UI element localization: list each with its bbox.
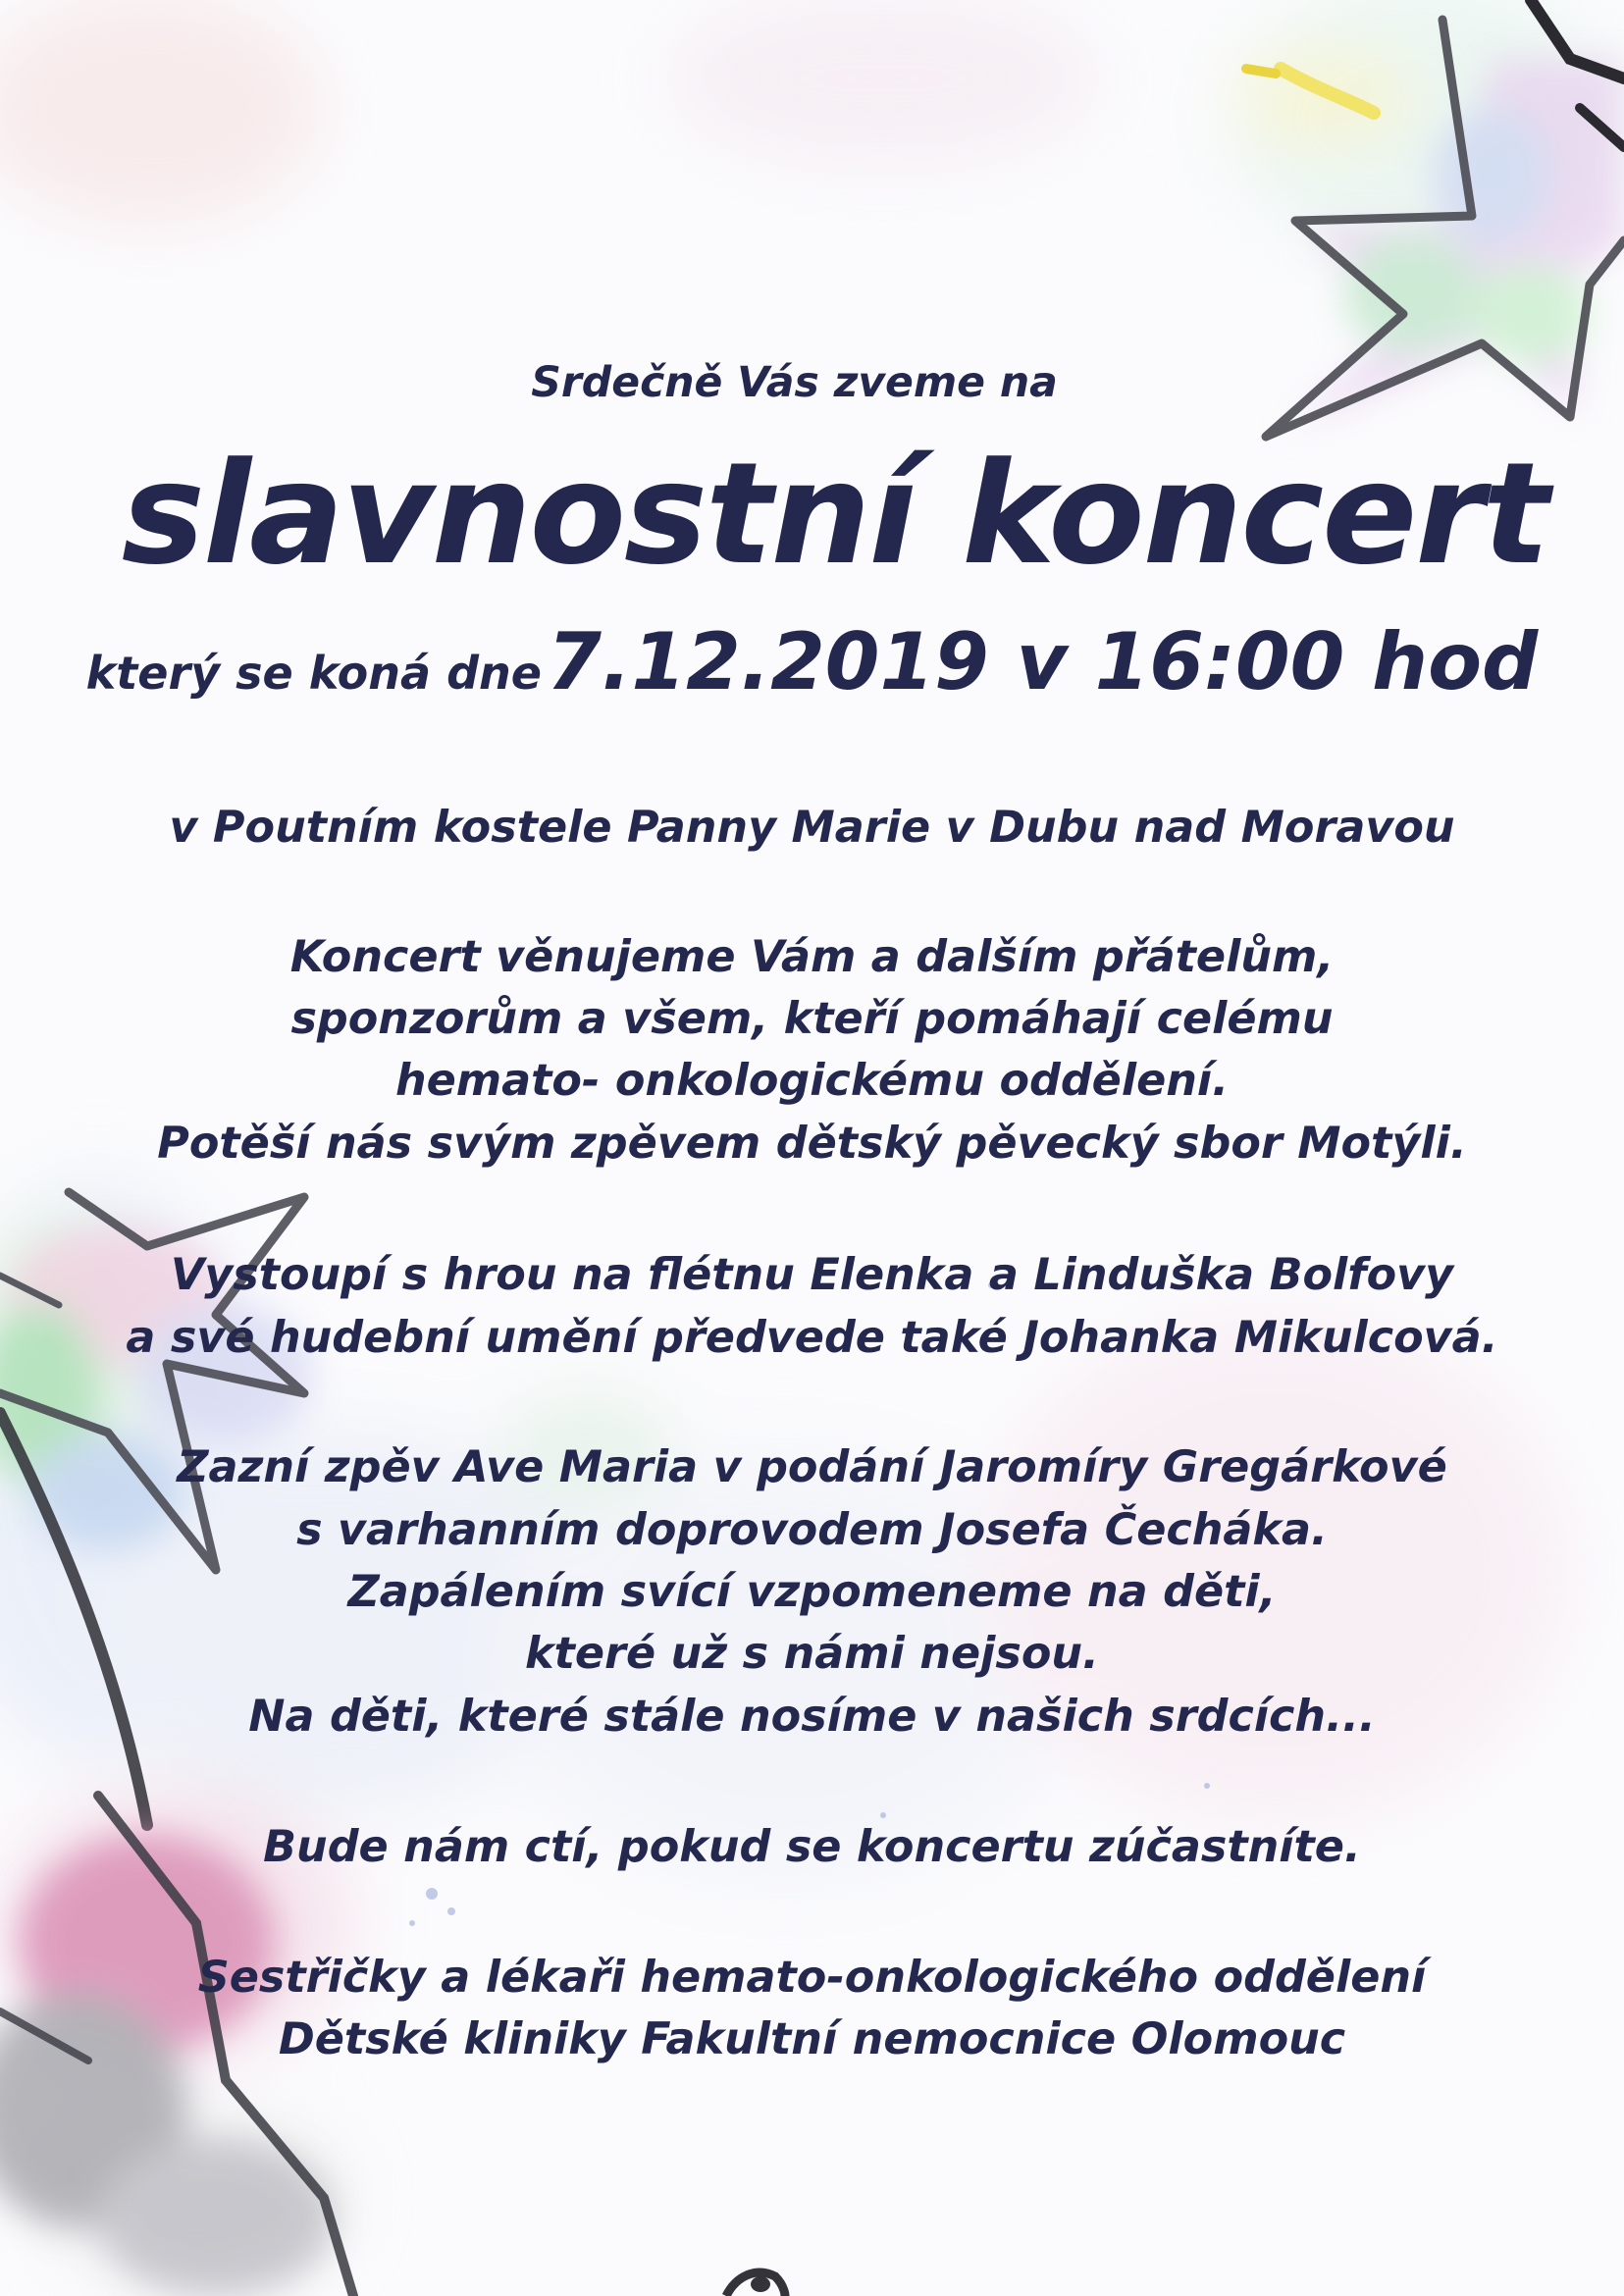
- dedication-line: hemato- onkologickému oddělení.: [394, 1056, 1230, 1106]
- performers-line: Vystoupí s hrou na flétnu Elenka a Linduška Bolfovy: [170, 1250, 1454, 1300]
- dedication-line: sponzorům a všem, kteří pomáhají celému: [290, 994, 1334, 1044]
- memorial-line: Zapálením svící vzpomeneme na děti,: [347, 1567, 1277, 1617]
- dedication-line: Koncert věnujeme Vám a dalším přátelům,: [289, 932, 1335, 982]
- greeting-line: Srdečně Vás zveme na: [531, 359, 1058, 407]
- memorial-line: které už s námi nejsou.: [525, 1629, 1099, 1679]
- signature-line: Dětské kliniky Fakultní nemocnice Olomouc: [278, 2014, 1346, 2064]
- venue-line: v Poutním kostele Panny Marie v Dubu nad Moravou: [169, 803, 1455, 853]
- performers-line: a své hudební umění předvede také Johanka Mikulcová.: [126, 1313, 1498, 1363]
- closing-line: Bude nám ctí, pokud se koncertu zúčastníte.: [263, 1822, 1361, 1872]
- date-intro: který se koná dne: [85, 647, 542, 700]
- memorial-line: Na děti, které stále nosíme v našich srdcích...: [248, 1692, 1376, 1742]
- signature-line: Sestřičky a lékaři hemato-onkologického oddělení: [197, 1953, 1427, 2003]
- memorial-line: Zazní zpěv Ave Maria v podání Jaromíry Gregárkové: [177, 1442, 1447, 1492]
- date-line: [0, 616, 1624, 707]
- event-title: slavnostní koncert: [121, 432, 1548, 596]
- memorial-line: s varhanním doprovodem Josefa Čecháka.: [296, 1505, 1328, 1555]
- date-time: 7.12.2019 v 16:00 hod: [547, 616, 1539, 707]
- dedication-line: Potěší nás svým zpěvem dětský pěvecký sbor Motýli.: [157, 1119, 1467, 1169]
